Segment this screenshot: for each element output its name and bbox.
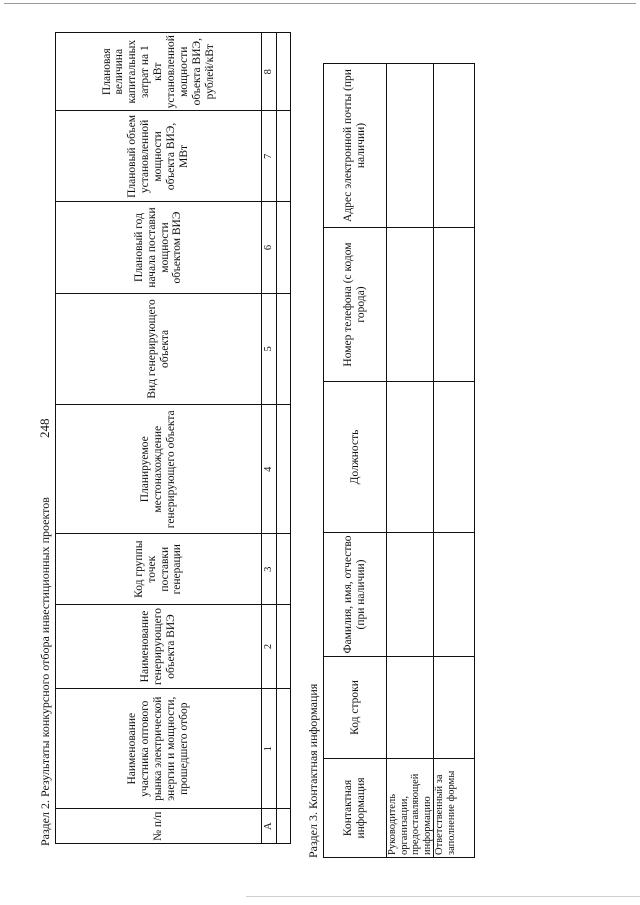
table-cell <box>434 228 475 382</box>
header-cell: Планируемое местонахождение генерирующего объекта <box>56 405 262 534</box>
table-row <box>434 64 475 858</box>
table-cell <box>434 64 475 228</box>
table-cell <box>277 688 291 809</box>
header-cell: Код строки <box>324 657 387 759</box>
column-number: 3 <box>262 534 277 605</box>
row-label: Руководитель организации, предоставляющей информацию <box>387 759 434 858</box>
header-cell: Должность <box>324 382 387 533</box>
table-cell <box>277 605 291 689</box>
table-cell <box>387 228 434 382</box>
column-number: А <box>262 809 277 844</box>
table-cell <box>277 202 291 293</box>
table-cell <box>277 111 291 202</box>
header-cell: Адрес электронной почты (при наличии) <box>324 64 387 228</box>
investment-projects-table <box>55 32 291 844</box>
scan-edge-top <box>4 3 636 4</box>
table-cell <box>277 809 291 844</box>
column-number: 1 <box>262 688 277 809</box>
header-cell: Контактная информация <box>324 759 387 858</box>
header-cell: Плановая величина капитальных затрат на 1 кВт установленной мощности объекта ВИЭ, рублей/кВт <box>56 33 262 111</box>
header-cell: Номер телефона (с кодом города) <box>324 228 387 382</box>
header-cell: № п/п <box>56 809 262 844</box>
scan-edge-bottom <box>246 896 640 897</box>
table-cell <box>277 293 291 405</box>
column-number: 5 <box>262 293 277 405</box>
column-number-row <box>262 33 277 844</box>
table-cell <box>434 382 475 533</box>
table-cell <box>434 533 475 657</box>
column-number: 7 <box>262 111 277 202</box>
row-label: Ответственный за заполнение формы <box>434 759 475 858</box>
contact-info-table <box>323 63 475 858</box>
header-cell: Наименование участника оптового рынка электрической энергии и мощности, прошедшего отбор <box>56 688 262 809</box>
header-cell: Наименование генерирующего объекта ВИЭ <box>56 605 262 689</box>
header-row <box>56 33 262 844</box>
section-3-title: Раздел 3. Контактная информация <box>306 683 320 858</box>
table-cell <box>434 657 475 759</box>
table-cell <box>277 405 291 534</box>
table-cell <box>277 33 291 111</box>
header-cell: Плановый объем установленной мощности объекта ВИЭ, МВт <box>56 111 262 202</box>
column-number: 8 <box>262 33 277 111</box>
column-number: 4 <box>262 405 277 534</box>
table-cell <box>277 534 291 605</box>
table-cell <box>387 382 434 533</box>
page-number: 248 <box>37 418 52 438</box>
header-cell: Фамилия, имя, отчество (при наличии) <box>324 533 387 657</box>
header-cell: Плановый год начала поставки мощности объектом ВИЭ <box>56 202 262 293</box>
table-cell <box>387 657 434 759</box>
column-number: 6 <box>262 202 277 293</box>
table-row <box>387 64 434 858</box>
column-number: 2 <box>262 605 277 689</box>
section-3 <box>303 38 475 858</box>
header-cell: Вид генерирующего объекта <box>56 293 262 405</box>
table-cell <box>387 533 434 657</box>
header-row <box>324 64 387 858</box>
header-cell: Код группы точек поставки генерации <box>56 534 262 605</box>
section-2 <box>35 32 291 852</box>
table-cell <box>387 64 434 228</box>
section-2-title: Раздел 2. Результаты конкурсного отбора инвестиционных проектов <box>38 497 52 846</box>
table-row <box>277 33 291 844</box>
